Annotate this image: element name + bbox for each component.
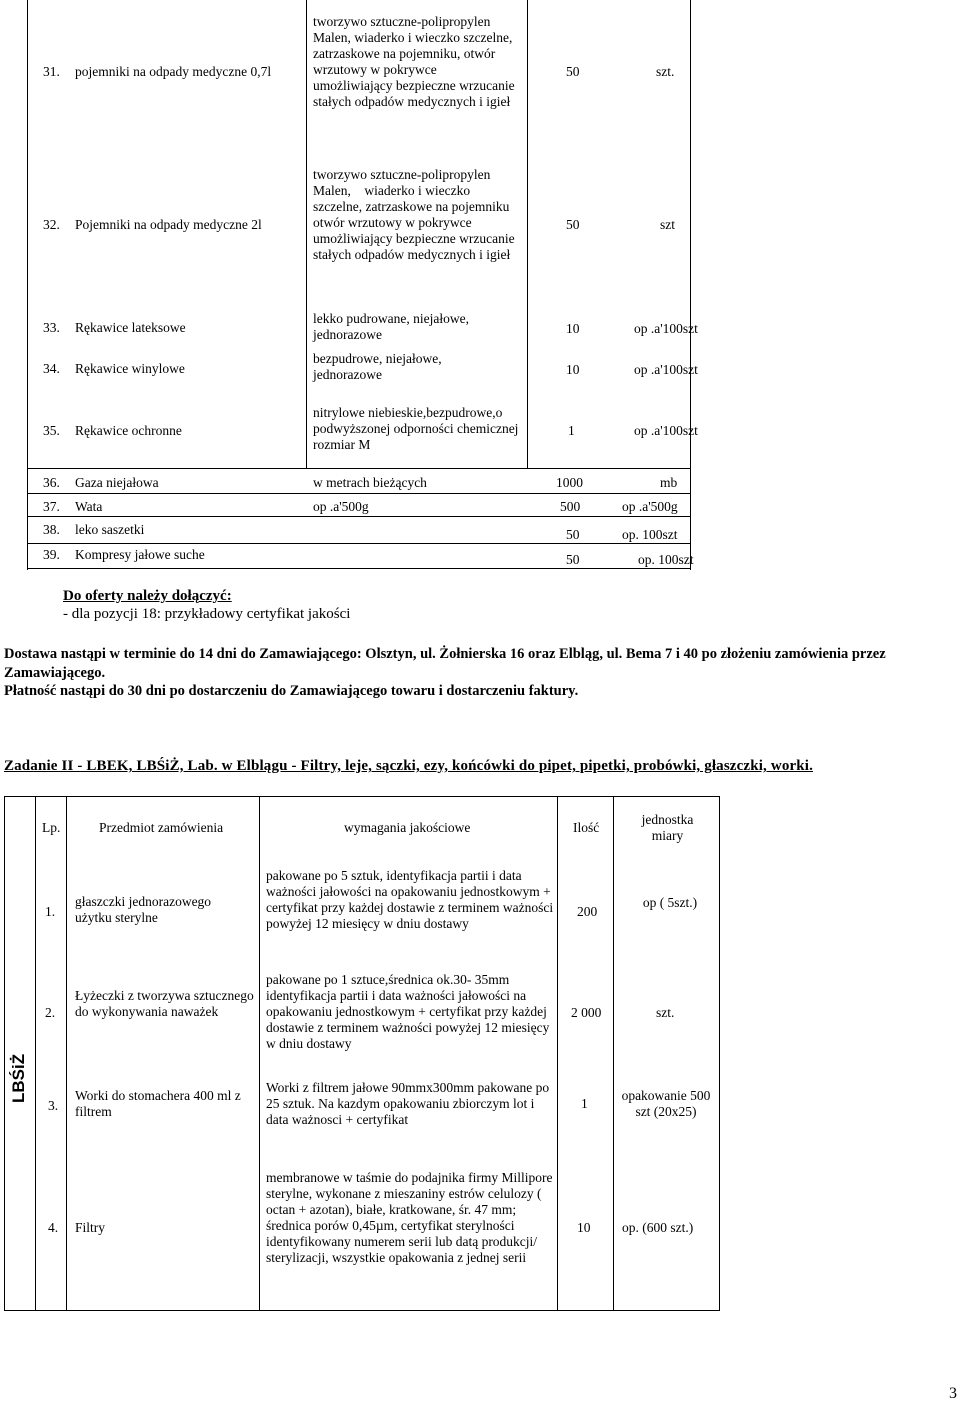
row-number: 36. — [43, 475, 60, 490]
table-row — [0, 1160, 960, 1310]
delivery-terms: Dostawa nastąpi w terminie do 14 dni do Zamawiającego: Olsztyn, ul. Żołnierska 16 oraz Elbląg, ul. Bema 7 i 40 po złożeniu zamówienia przez Zamawiającego. — [4, 646, 886, 681]
item-name: Rękawice ochronne — [75, 423, 182, 438]
item-name: Łyżeczki z tworzywa sztucznego do wykonywania naważek — [75, 988, 254, 1019]
task-title: Zadanie II - LBEK, LBŚiŻ, Lab. w Elblągu - Filtry, leje, sączki, ezy, końcówki do pipet, pipetki, probówki, głaszczki, worki. — [4, 758, 813, 774]
item-quantity: 1000 — [556, 475, 583, 490]
item-quantity: 200 — [577, 904, 598, 919]
row-number: 33. — [43, 320, 60, 335]
item-requirements: w metrach bieżących — [313, 475, 427, 490]
table-header — [0, 797, 960, 857]
item-requirements: bezpudrowe, niejałowe, jednorazowe — [313, 351, 442, 382]
row-number: 38. — [43, 522, 60, 537]
header-requirements: wymagania jakościowe — [344, 820, 471, 835]
item-name: Pojemniki na odpady medyczne 2l — [75, 217, 262, 232]
item-name: głaszczki jednorazowego użytku sterylne — [75, 894, 212, 925]
item-quantity: 10 — [566, 362, 580, 377]
row-number: 2. — [45, 1005, 56, 1020]
table-row — [0, 310, 960, 350]
item-name: Kompresy jałowe suche — [75, 547, 205, 562]
table-row — [0, 0, 960, 140]
item-unit: szt. — [656, 1005, 675, 1020]
item-name: Rękawice winylowe — [75, 361, 185, 376]
item-quantity: 50 — [566, 552, 580, 567]
item-name: leko saszetki — [75, 522, 145, 537]
row-number: 1. — [45, 904, 56, 919]
side-label: LBŚiŻ — [9, 1053, 28, 1103]
item-unit: szt. — [656, 64, 675, 79]
item-quantity: 2 000 — [571, 1005, 602, 1020]
header-name: Przedmiot zamówienia — [99, 820, 224, 835]
item-unit: op .a'100szt — [634, 423, 698, 438]
item-requirements: nitrylowe niebieskie,bezpudrowe,o podwyższonej odporności chemicznej rozmiar M — [313, 405, 519, 452]
table1-bottom-border — [27, 568, 691, 569]
payment-terms: Płatność nastąpi do 30 dni po dostarczeniu do Zamawiającego towaru i dostarczeniu faktury. — [4, 683, 579, 699]
item-requirements: op .a'500g — [313, 499, 369, 514]
item-name: Gaza niejałowa — [75, 475, 159, 490]
page-number: 3 — [949, 1385, 957, 1402]
row-number: 3. — [48, 1098, 59, 1113]
item-name: Wata — [75, 499, 103, 514]
header-qty: Ilość — [573, 820, 600, 835]
header-unit: jednostka miary — [641, 812, 694, 843]
item-requirements: Worki z filtrem jałowe 90mmx300mm pakowane po 25 sztuk. Na kazdym opakowaniu zbiorczym lot i data ważnosci + certyfikat — [266, 1080, 550, 1127]
item-quantity: 500 — [560, 499, 581, 514]
row-number: 35. — [43, 423, 60, 438]
row-number: 4. — [48, 1220, 59, 1235]
item-requirements: pakowane po 1 sztuce,średnica ok.30- 35mm identyfikacja partii i data ważności jałowości na opakowaniu jednostkowym + certyfikat przy każdej dostawie z terminem ważności powyżej 12 miesięcy w dniu dostawy — [266, 972, 550, 1051]
item-name: Rękawice lateksowe — [75, 320, 186, 335]
table-row — [0, 517, 960, 541]
item-unit: op. (600 szt.) — [622, 1220, 694, 1235]
attachments-item: - dla pozycji 18: przykładowy certyfikat jakości — [63, 606, 351, 622]
item-name: Filtry — [75, 1220, 106, 1235]
table-row — [0, 494, 960, 514]
item-quantity: 50 — [566, 527, 580, 542]
item-unit: op ( 5szt.) — [642, 895, 698, 910]
table-row — [0, 160, 960, 300]
table2-bottom-border — [4, 1310, 720, 1311]
item-unit: op. 100szt — [622, 527, 678, 542]
row-number: 31. — [43, 64, 60, 79]
item-name: Worki do stomachera 400 ml z filtrem — [75, 1088, 241, 1119]
item-unit: op. 100szt — [638, 552, 694, 567]
row-number: 37. — [43, 499, 60, 514]
table-row — [0, 966, 960, 1061]
item-quantity: 10 — [566, 321, 580, 336]
item-quantity: 1 — [568, 423, 575, 438]
item-quantity: 50 — [566, 64, 580, 79]
table-row — [0, 860, 960, 960]
table-row — [0, 1070, 960, 1140]
item-requirements: lekko pudrowane, niejałowe, jednorazowe — [313, 311, 469, 342]
table-row — [0, 544, 960, 568]
header-lp: Lp. — [42, 820, 61, 835]
row-number: 34. — [43, 361, 60, 376]
item-unit: op .a'100szt — [634, 362, 698, 377]
item-unit: mb — [660, 475, 678, 490]
item-requirements: tworzywo sztuczne-polipropylen Malen, wiaderko i wieczko szczelne, zatrzaskowe na pojemniku otwór wrzutowy w pokrywce umożliwiający bezpieczne wrzucanie stałych odpadów medycznych i igieł — [313, 167, 519, 262]
row-number: 32. — [43, 217, 60, 232]
table-row — [0, 350, 960, 390]
table-row — [0, 400, 960, 460]
item-quantity: 10 — [577, 1220, 591, 1235]
attachments-heading: Do oferty należy dołączyć: — [63, 588, 232, 604]
item-requirements: membranowe w taśmie do podajnika firmy Millipore sterylne, wykonane z mieszaniny estrów celulozy ( octan + azotan), białe, kratkowane, śr. 47 mm; średnica porów 0,45µm, certyfikat sterylności identyfikowany numerem serii lub datą produkcji/ sterylizacji, wszystkie opakowania z jednej serii — [266, 1170, 553, 1265]
item-name: pojemniki na odpady medyczne 0,7l — [75, 64, 272, 79]
row-separator — [27, 468, 691, 469]
item-unit: szt — [660, 217, 675, 232]
table-row — [0, 470, 960, 490]
item-unit: opakowanie 500 szt (20x25) — [621, 1088, 711, 1119]
item-quantity: 50 — [566, 217, 580, 232]
row-number: 39. — [43, 547, 60, 562]
item-requirements: tworzywo sztuczne-polipropylen Malen, wiaderko i wieczko szczelne, zatrzaskowe na pojemniku, otwór wrzutowy w pokrywce umożliwiający bezpieczne wrzucanie stałych odpadów medycznych i igieł — [313, 14, 515, 109]
item-unit: op .a'500g — [622, 499, 678, 514]
item-unit: op .a'100szt — [634, 321, 698, 336]
item-quantity: 1 — [581, 1096, 588, 1111]
item-requirements: pakowane po 5 sztuk, identyfikacja partii i data ważności jałowości na opakowaniu jednostkowym + certyfikat przy każdej dostawie z terminem ważności powyżej 12 miesięcy w dniu dostawy — [266, 868, 554, 931]
